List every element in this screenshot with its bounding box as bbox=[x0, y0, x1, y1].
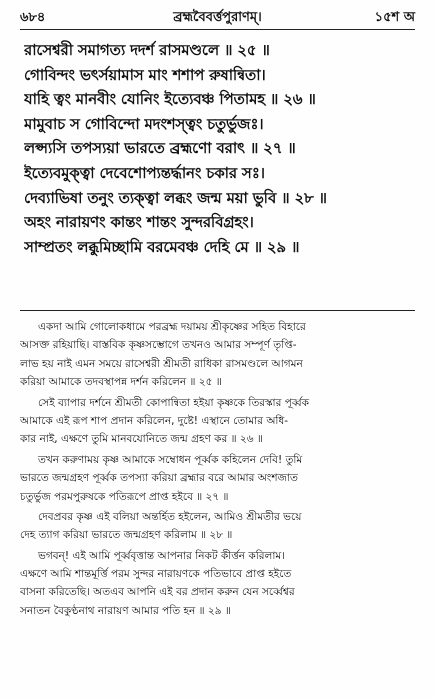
text-line: তখন করুণাময় কৃষ্ণ আমাকে সম্বোধন পূর্ব্বক কহিলেন দেবি! তুমি bbox=[38, 453, 303, 466]
page-number: ৬৮৪ bbox=[20, 10, 46, 25]
sanskrit-verses bbox=[24, 38, 419, 259]
text-line: করিয়া আমাকে তদবস্থাপন্ন দর্শন করিলেন ॥ ২৫ ॥ bbox=[20, 376, 222, 389]
verse-line: দেব্যাভিষা তনুং ত্যক্ত্বা লব্ধং জন্ম ময়া ভুবি ॥ ২৮ ॥ bbox=[24, 188, 327, 207]
text-line: দেবপ্রবর কৃষ্ণ এই বলিয়া অন্তর্হিত হইলেন, আমিও শ্রীমতীর ভয়ে bbox=[38, 510, 302, 523]
paragraph bbox=[20, 508, 419, 545]
text-line: একদা আমি গোলোকধামে পরব্রহ্ম দয়াময় শ্রীকৃষ্ণের সহিত বিহারে bbox=[38, 321, 306, 333]
section-rule bbox=[20, 310, 415, 311]
header-rule bbox=[20, 29, 415, 30]
text-line: লাভ হয় নাই এমন সময়ে রাসেশ্বরী শ্রীমতী রাধিকা রাসমণ্ডলে আগমন bbox=[20, 357, 303, 370]
paragraph bbox=[20, 318, 419, 392]
bengali-translation bbox=[20, 318, 419, 620]
chapter-label: ১৫শ অ bbox=[374, 10, 415, 25]
text-line: এক্ষণে আমি শান্তমূর্ত্তি পরম সুন্দর নারায়ণকে পতিভাবে প্রাপ্ত হইতে bbox=[20, 568, 292, 581]
verse-line: যাহি ত্বং মানবীং যোনিং ইত্যেবঞ্চ পিতামহ ॥ ২৬ ॥ bbox=[24, 90, 316, 109]
text-line: আমাকে এই রূপ শাপ প্রদান করিলেন, দুষ্টে! এস্থানে তোমার অধি- bbox=[20, 414, 289, 427]
text-line: বাসনা করিতেছি। অতএব আপনি এই বর প্রদান করুন যেন সর্ব্বেশ্বর bbox=[20, 586, 295, 599]
verse-line: সাম্প্রতং লব্ধুমিচ্ছামি বরমেবঞ্চ দেহি মে ॥ ২৯ ॥ bbox=[24, 237, 300, 256]
verse-line: লপ্স্যসি তপস্যয়া ভারতে ব্রহ্মণো বরাৎ ॥ ২৭ ॥ bbox=[24, 139, 296, 158]
verse-line: মামুবাচ স গোবিন্দো মদংশস্ত্বং চতুর্ভুজঃ। bbox=[24, 114, 264, 133]
running-title: ব্রহ্মবৈবর্ত্তপুরাণম্। bbox=[173, 10, 262, 25]
verse-line: রাসেশ্বরী সমাগত্য দদর্শ রাসমণ্ডলে ॥ ২৫ ॥ bbox=[24, 41, 270, 59]
verse-line: অহং নারায়ণং কান্তং শান্তং সুন্দরবিগ্রহং। bbox=[24, 213, 254, 232]
text-line: ভগবন্! এই আমি পূর্ব্ববৃত্তান্ত আপনার নিকট কীর্ত্তন করিলাম। bbox=[38, 549, 285, 562]
paragraph bbox=[20, 547, 419, 621]
paragraph bbox=[20, 451, 419, 506]
text-line: ভারতে জন্মগ্রহণ পূর্ব্বক তপস্যা করিয়া ব্রহ্মার বরে আমার অংশজাত bbox=[20, 472, 298, 485]
text-line: কার নাই, এক্ষণে তুমি মানবযোনিতে জন্ম গ্রহণ কর ॥ ২৬ ॥ bbox=[20, 433, 263, 446]
verse-line: ইত্যেবমুক্ত্বা দেবেশোপ্যন্তর্দ্ধানং চকার সঃ। bbox=[24, 163, 265, 182]
verse-line: গোবিন্দং ভৎর্সয়ামাস মাং শশাপ রুষান্বিতা। bbox=[24, 65, 266, 84]
text-line: সেই ব্যাপার দর্শনে শ্রীমতী কোপান্বিতা হইয়া কৃষ্ণকে তিরস্কার পূর্ব্বক bbox=[38, 396, 309, 409]
text-line: চতুর্ভুজ পরমপুরুষকে পতিরূপে প্রাপ্ত হইবে ॥ ২৭ ॥ bbox=[20, 490, 229, 503]
text-line: সনাতন বৈকুণ্ঠনাথ নারায়ণ আমার পতি হন ॥ ২৯ ॥ bbox=[20, 604, 231, 617]
paragraph bbox=[20, 394, 419, 449]
text-line: আসক্ত রহিয়াছি। বাস্তবিক কৃষ্ণসম্ভোগে তখনও আমার সম্পূর্ণ তৃপ্তি- bbox=[20, 339, 297, 352]
text-line: দেহ ত্যাগ করিয়া ভারতে জন্মগ্রহণ করিলাম ॥ ২৮ ॥ bbox=[20, 529, 233, 542]
page-header bbox=[20, 8, 415, 26]
